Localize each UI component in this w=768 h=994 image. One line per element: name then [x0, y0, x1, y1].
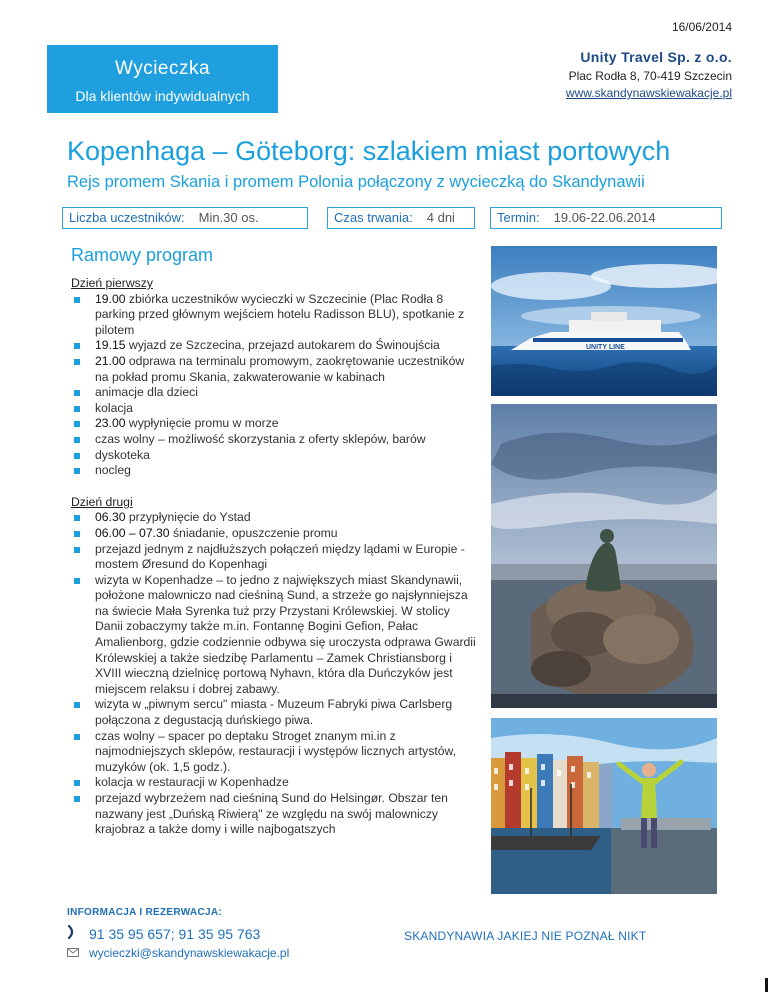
- bullet-icon: [74, 702, 80, 708]
- list-item: [71, 729, 481, 776]
- participants-value: Min.30 os.: [198, 210, 259, 225]
- list-item: [71, 510, 481, 526]
- item-text: przejazd jednym z najdłuższych połączeń między lądami w Europie - mostem Øresund do Kopenhagi: [95, 541, 465, 572]
- company-info: [566, 49, 732, 100]
- item-text: wypłynięcie promu w morze: [125, 416, 279, 431]
- item-text: dyskoteka: [95, 447, 150, 462]
- item-time: 06.30: [95, 510, 126, 525]
- ferry-logo-text: UNITY LINE: [586, 344, 625, 351]
- list-item: [71, 432, 481, 448]
- item-time: 23.00: [95, 416, 126, 431]
- bullet-icon: [74, 796, 80, 802]
- company-name: Unity Travel Sp. z o.o.: [580, 49, 732, 65]
- item-text: animacje dla dzieci: [95, 385, 198, 400]
- item-text: śniadanie, opuszczenie promu: [169, 525, 338, 540]
- duration-box: [327, 207, 475, 229]
- bullet-icon: [74, 734, 80, 740]
- bullet-icon: [74, 453, 80, 459]
- bullet-icon: [74, 421, 80, 427]
- phone-icon: [67, 925, 81, 942]
- item-text: wizyta w „piwnym sercu" miasta - Muzeum Fabryki piwa Carlsberg połączona z degustacją duńskiego piwa.: [95, 697, 453, 728]
- item-time: 06.00 – 07.30: [95, 525, 170, 540]
- list-item: [71, 338, 481, 354]
- bullet-icon: [74, 531, 80, 537]
- bullet-icon: [74, 406, 80, 412]
- trip-title: Kopenhaga – Göteborg: szlakiem miast portowych: [67, 136, 671, 166]
- list-item: [71, 385, 481, 401]
- item-time: 19.15: [95, 338, 126, 353]
- ferry-photo-image: [491, 246, 717, 396]
- company-address: Plac Rodła 8, 70-419 Szczecin: [568, 69, 732, 83]
- list-item: [71, 526, 481, 542]
- item-text: wizyta w Kopenhadze – to jedno z największych miast Skandynawii, położone malowniczo nad cieśniną Sund, a strzeże go najsłynniejsza na świecie Mała Syrenka tuż przy Przystani Królewskiej. W stolicy Danii zobaczymy także m.in. Fontannę Bogini Gefion, Pałac Amalienborg, gdzie codziennie odbywa się uroczysta odprawa Gwardii Królewskiej a także siedzibę Parlamentu – Zamek Christiansborg i XVIII wieczną dzielnicę portową Nyhavn, która dla Duńczyków jest miejscem relaksu i dobrej zabawy.: [95, 572, 476, 696]
- day-title: Dzień pierwszy: [71, 276, 153, 290]
- item-text: odprawa na terminalu promowym, zaokrętowanie uczestników na pokład promu Skania, zakwaterowanie w kabinach: [95, 353, 465, 384]
- list-item: [71, 401, 481, 417]
- program-heading: Ramowy program: [71, 245, 214, 265]
- list-item: [71, 697, 481, 728]
- bullet-icon: [74, 390, 80, 396]
- list-item: [71, 775, 481, 791]
- item-text: przypłynięcie do Ystad: [125, 510, 251, 525]
- item-time: 21.00: [95, 353, 126, 368]
- little-mermaid-image: [491, 404, 717, 708]
- document-date: 16/06/2014: [671, 20, 732, 34]
- banner-subtitle: Dla klientów indywidualnych: [75, 88, 250, 104]
- slogan: SKANDYNAWIA JAKIEJ NIE POZNAŁ NIKT: [404, 929, 647, 943]
- bullet-icon: [74, 547, 80, 553]
- participants-box: [62, 207, 308, 229]
- trip-subtitle: Rejs promem Skania i promem Polonia połączony z wycieczką do Skandynawii: [67, 173, 645, 191]
- list-item: [71, 573, 481, 698]
- item-text: wyjazd ze Szczecina, przejazd autokarem do Świnoujścia: [125, 338, 440, 353]
- ferry-photo: [491, 246, 717, 396]
- bullet-icon: [74, 780, 80, 786]
- bullet-icon: [74, 297, 80, 303]
- envelope-icon: [67, 946, 81, 960]
- phone-numbers[interactable]: 91 35 95 657; 91 35 95 763: [89, 926, 261, 942]
- bullet-icon: [74, 515, 80, 521]
- list-item: [71, 463, 481, 479]
- item-text: czas wolny – możliwość skorzystania z oferty sklepów, barów: [95, 431, 426, 446]
- item-text: kolacja w restauracji w Kopenhadze: [95, 775, 289, 790]
- dates-value: 19.06-22.06.2014: [553, 210, 656, 225]
- bullet-icon: [74, 343, 80, 349]
- bullet-icon: [74, 578, 80, 584]
- email-line: [67, 946, 289, 960]
- trip-type-banner: [47, 45, 278, 113]
- participants-label: Liczba uczestników:: [69, 210, 185, 225]
- dates-label: Termin:: [497, 210, 540, 225]
- list-item: [71, 416, 481, 432]
- bullet-icon: [74, 359, 80, 365]
- list-item: [71, 791, 481, 838]
- dates-box: [490, 207, 722, 229]
- item-text: kolacja: [95, 400, 133, 415]
- email-address[interactable]: wycieczki@skandynawskiewakacje.pl: [89, 946, 290, 960]
- item-text: nocleg: [95, 463, 131, 478]
- little-mermaid-photo: [491, 404, 717, 708]
- nyhavn-photo: [491, 718, 717, 894]
- list-item: [71, 292, 481, 339]
- bullet-icon: [74, 437, 80, 443]
- program-content: [71, 276, 481, 838]
- company-website-link[interactable]: www.skandynawskiewakacje.pl: [565, 86, 732, 100]
- nyhavn-image: [491, 718, 717, 894]
- bullet-icon: [74, 468, 80, 474]
- list-item: [71, 354, 481, 385]
- duration-label: Czas trwania:: [334, 210, 413, 225]
- list-item: [71, 542, 481, 573]
- phone-line: [67, 925, 260, 942]
- item-text: czas wolny – spacer po deptaku Stroget znanym mi.in z najmodniejszych sklepów, restauracji i występów licznych artystów, muzyków (ok. 1,5 godz.).: [95, 728, 457, 774]
- info-heading: INFORMACJA I REZERWACJA:: [67, 907, 222, 918]
- day-1-list: [71, 292, 481, 479]
- day-title: Dzień drugi: [71, 494, 133, 509]
- banner-title: Wycieczka: [114, 58, 211, 79]
- duration-value: 4 dni: [426, 210, 455, 225]
- list-item: [71, 448, 481, 464]
- item-text: zbiórka uczestników wycieczki w Szczecinie (Plac Rodła 8 parking przed głównym wejściem hotelu Radisson BLU), spotkanie z pilotem: [95, 291, 465, 337]
- item-time: 19.00: [95, 291, 126, 306]
- item-text: przejazd wybrzeżem nad cieśniną Sund do Helsingør. Obszar ten nazwany jest „Duńską Riwierą" ze względu na swój malowniczy krajobraz a także domy i wille najbogatszych: [95, 791, 448, 837]
- day-2-list: [71, 510, 481, 837]
